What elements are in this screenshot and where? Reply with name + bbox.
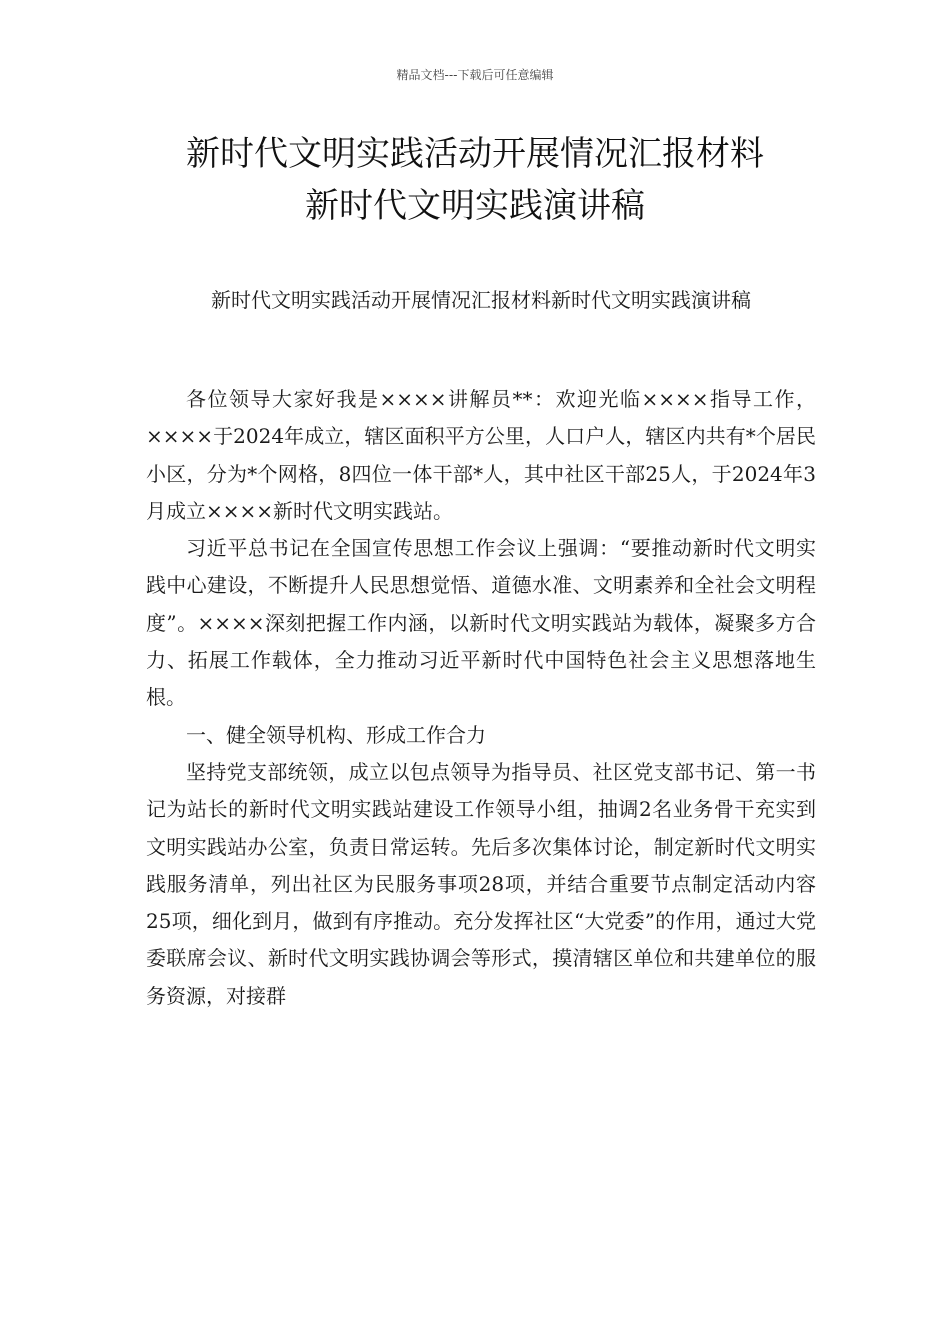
paragraph-section-1: 坚持党支部统领，成立以包点领导为指导员、社区党支部书记、第一书记为站长的新时代文明实践站建设工作领导小组，抽调2名业务骨干充实到文明实践站办公室，负责日常运转。先后多次集体讨论，制定新时代文明实践服务清单，列出社区为民服务事项28项，并结合重要节点制定活动内容25项，细化到月，做到有序推动。充分发挥社区“大党委”的作用，通过大党委联席会议、新时代文明实践协调会等形式，摸清辖区单位和共建单位的服务资源，对接群 (146, 759, 816, 1008)
document-subtitle: 新时代文明实践活动开展情况汇报材料新时代文明实践演讲稿 (211, 288, 751, 312)
document-body (146, 381, 816, 1015)
section-heading-1: 一、健全领导机构、形成工作合力 (186, 722, 486, 747)
title-line-2: 新时代文明实践演讲稿 (305, 186, 645, 226)
paragraph-intro: 各位领导大家好我是××××讲解员**：欢迎光临××××指导工作，××××于2024年成立，辖区面积平方公里，人口户人，辖区内共有*个居民小区，分为*个网格，8四位一体干部*人，其中社区干部25人，于2024年3月成立××××新时代文明实践站。 (146, 387, 816, 523)
page-header: 精品文档---下载后可任意编辑 (396, 68, 554, 82)
title-line-1: 新时代文明实践活动开展情况汇报材料 (186, 134, 764, 174)
paragraph-quote: 习近平总书记在全国宣传思想工作会议上强调：“要推动新时代文明实践中心建设，不断提升人民思想觉悟、道德水准、文明素养和全社会文明程度”。××××深刻把握工作内涵，以新时代文明实践站为载体，凝聚多方合力、拓展工作载体，全力推动习近平新时代中国特色社会主义思想落地生根。 (146, 536, 816, 710)
document-title (60, 128, 890, 232)
